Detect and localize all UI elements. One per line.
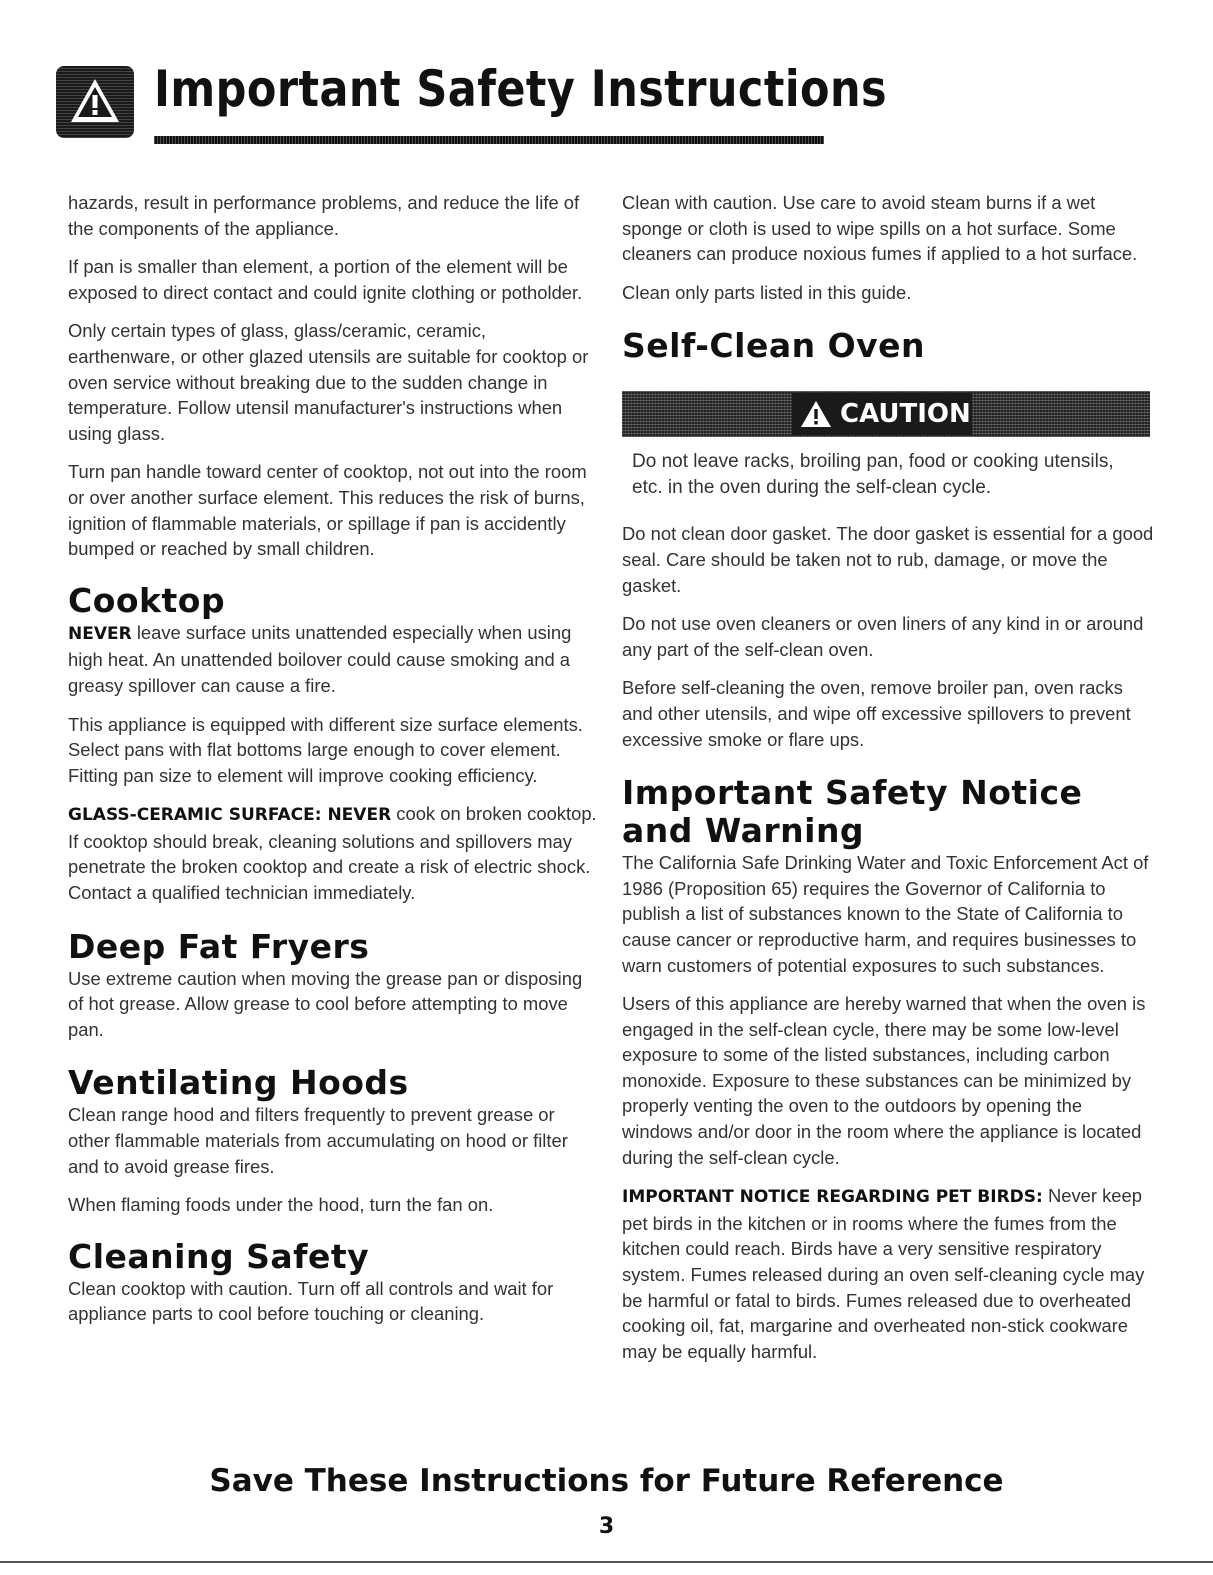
section-heading-self-clean-oven: Self-Clean Oven xyxy=(622,326,926,366)
pet-birds-label: IMPORTANT NOTICE REGARDING PET BIRDS: xyxy=(622,1187,1043,1208)
cleaning-paragraph: Clean only parts listed in this guide. xyxy=(622,281,912,303)
cleaning-paragraph: Clean with caution. Use care to avoid steam burns if a wet sponge or cloth is used to wipe spills on a hot surface. Some cleaners can produce noxious fumes if applied to a hot surface. xyxy=(622,192,1138,265)
save-instructions-footer: Save These Instructions for Future Reference xyxy=(209,1463,1004,1499)
section-heading-ventilating-hoods: Ventilating Hoods xyxy=(68,1063,409,1103)
warning-triangle-icon xyxy=(56,66,134,138)
self-clean-paragraph: Do not clean door gasket. The door gasket is essential for a good seal. Care should be taken not to rub, damage, or move the gasket. xyxy=(622,523,1154,596)
never-label: NEVER xyxy=(68,623,132,644)
section-heading-safety-notice: Important Safety Notice and Warning xyxy=(622,773,1083,851)
intro-paragraph: Turn pan handle toward center of cooktop, not out into the room or over another surface element. This reduces the risk of burns, ignition of flammable materials, or spillage if pan is accidently bumped or reached by small children. xyxy=(68,461,587,560)
caution-banner xyxy=(622,391,1150,437)
cooktop-text: leave surface units unattended especially when using high heat. An unattended boilover could cause smoking and a greasy spillover can cause a fire. xyxy=(68,621,572,696)
section-heading-deep-fat-fryers: Deep Fat Fryers xyxy=(68,926,370,966)
intro-paragraph: Only certain types of glass, glass/ceramic, ceramic, earthenware, or other glazed utensils are suitable for cooktop or oven service without breaking due to the sudden change in temperature. Follow utensil manufacturer's instructions when using glass. xyxy=(68,320,589,444)
cooktop-paragraph: This appliance is equipped with different size surface elements. Select pans with flat bottoms large enough to cover element. Fitting pan size to element will improve cooking efficiency. xyxy=(68,713,583,786)
hoods-paragraph: When flaming foods under the hood, turn the fan on. xyxy=(68,1194,494,1216)
cleaning-paragraph: Clean cooktop with caution. Turn off all controls and wait for appliance parts to cool before touching or cleaning. xyxy=(68,1277,554,1325)
notice-text: Never keep pet birds in the kitchen or in rooms where the fumes from the kitchen could reach. Birds have a very sensitive respiratory system. Fumes released during an oven self-cleaning cycle may be harmful or fatal to birds. Fumes released due to overheated cooking oil, fat, margarine and overheated non-stick cookware may be equally harmful. xyxy=(622,1185,1145,1362)
glass-ceramic-label: GLASS-CERAMIC SURFACE: NEVER xyxy=(68,805,392,826)
section-heading-cooktop: Cooktop xyxy=(68,580,226,620)
notice-paragraph xyxy=(622,1183,1157,1364)
title-underline xyxy=(154,136,824,144)
intro-paragraph: hazards, result in performance problems, and reduce the life of the components of the appliance. xyxy=(68,192,580,239)
page-header xyxy=(56,60,888,150)
hoods-paragraph: Clean range hood and filters frequently to prevent grease or other flammable materials from accumulating on hood or filter and to avoid grease fires. xyxy=(68,1104,568,1177)
right-column xyxy=(622,190,1157,1377)
warning-triangle-icon xyxy=(800,400,832,428)
cooktop-paragraph xyxy=(68,801,598,905)
bottom-divider xyxy=(0,1561,1213,1563)
section-heading-cleaning-safety: Cleaning Safety xyxy=(68,1236,370,1276)
page-title: Important Safety Instructions xyxy=(154,60,888,118)
self-clean-paragraph: Before self-cleaning the oven, remove broiler pan, oven racks and other utensils, and wipe off excessive spillovers to prevent excessive smoke or flare ups. xyxy=(622,677,1131,750)
notice-paragraph: Users of this appliance are hereby warned that when the oven is engaged in the self-clean cycle, there may be some low-level exposure to some of the listed substances, including carbon monoxide. Exposure to these substances can be minimized by properly venting the oven to the outdoors by opening the windows and/or door in the room where the appliance is located during the self-clean cycle. xyxy=(622,993,1146,1168)
cooktop-text: cook on broken cooktop. If cooktop should break, cleaning solutions and spillovers may penetrate the broken cooktop and create a risk of electric shock. Contact a qualified technician immediately. xyxy=(68,803,597,904)
caution-text-label: CAUTION xyxy=(840,399,971,430)
caution-message: Do not leave racks, broiling pan, food or cooking utensils, etc. in the oven during the self-clean cycle. xyxy=(632,451,1114,499)
fryers-paragraph: Use extreme caution when moving the grease pan or disposing of hot grease. Allow grease to cool before attempting to move pan. xyxy=(68,967,583,1040)
caution-label xyxy=(792,393,972,435)
intro-paragraph: If pan is smaller than element, a portion of the element will be exposed to direct contact and could ignite clothing or potholder. xyxy=(68,256,583,303)
left-column xyxy=(68,190,598,1340)
page-number: 3 xyxy=(598,1514,615,1539)
self-clean-paragraph: Do not use oven cleaners or oven liners of any kind in or around any part of the self-clean oven. xyxy=(622,613,1144,660)
notice-paragraph: The California Safe Drinking Water and Toxic Enforcement Act of 1986 (Proposition 65) requires the Governor of California to publish a list of substances known to the State of California to cause cancer or reproductive harm, and requires businesses to warn customers of potential exposures to such substances. xyxy=(622,852,1149,976)
cooktop-paragraph xyxy=(68,620,598,699)
